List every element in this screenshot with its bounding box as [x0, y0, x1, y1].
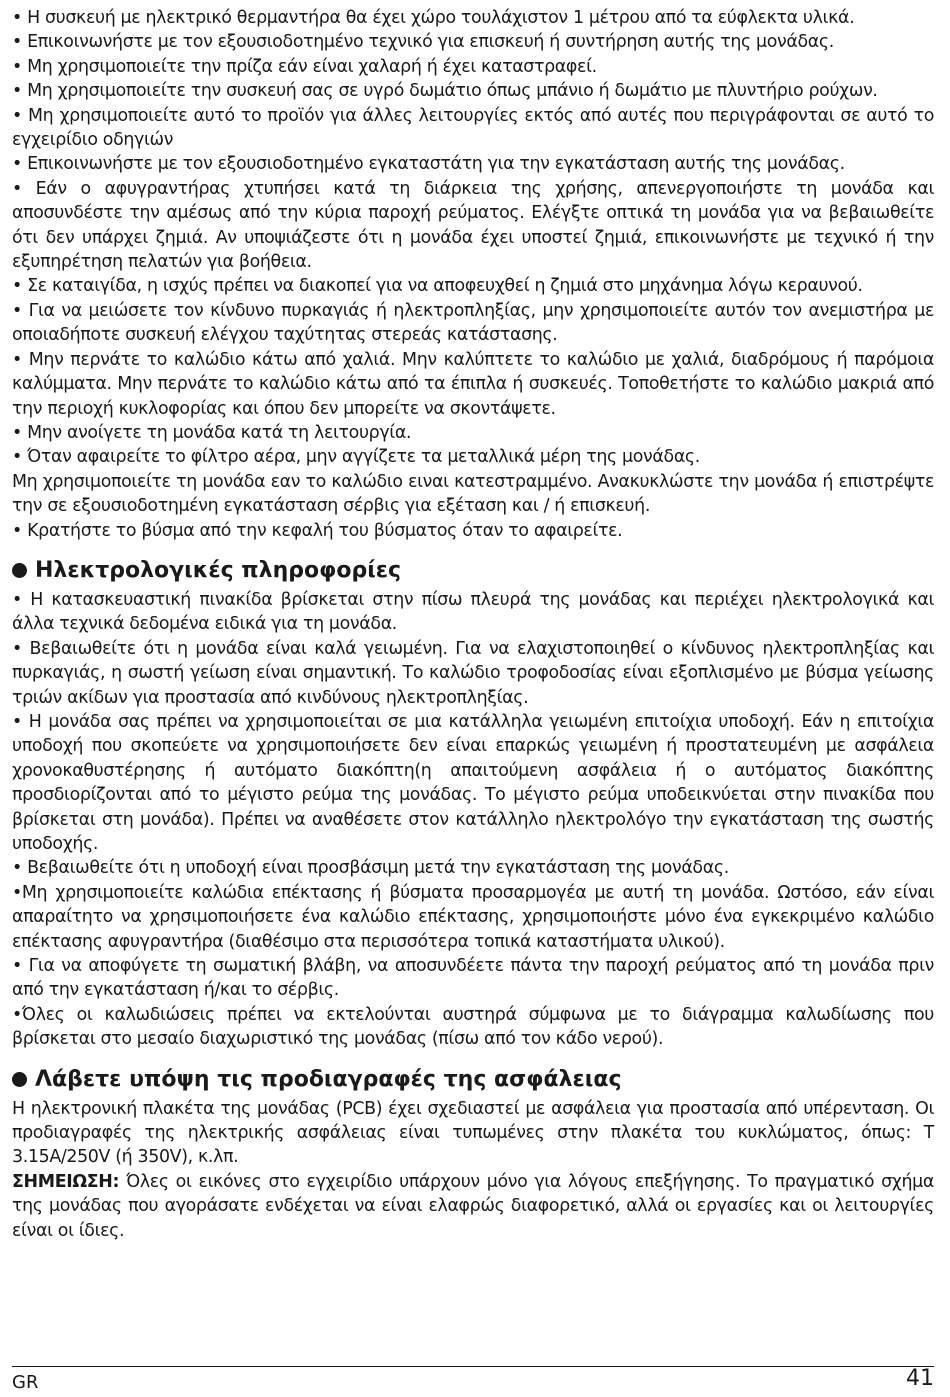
note-text: Όλες οι εικόνες στο εγχειρίδιο υπάρχουν μόνο για λόγους επεξήγησης. Το πραγματικό σχήμα της μονάδας που αγοράσατε ενδέχεται να είναι ελαφρώς διαφορετικό, αλλά οι εργασίες και οι λειτουργίες είναι οι ίδιες. [12, 1171, 934, 1241]
safety-item: • Μην περνάτε το καλώδιο κάτω από χαλιά. Μην καλύπτετε το καλώδιο με χαλιά, διαδρόμους ή παρόμοια καλύμματα. Μην περνάτε το καλώδιο κάτω από τα έπιπλα ή συσκευές. Τοποθετήστε το καλώδιο μακριά από την περιοχή κυκλοφορίας και όπου δεν μπορείτε να σκοντάψετε. [12, 349, 934, 419]
electrical-heading-text: Ηλεκτρολογικές πληροφορίες [35, 557, 402, 583]
safety-item: • Μη χρησιμοποιείτε αυτό το προϊόν για άλλες λειτουργίες εκτός από αυτές που περιγράφονται σε αυτό το εγχειρίδιο οδηγιών [12, 105, 934, 151]
fuse-heading [12, 1066, 934, 1094]
footer-language: GR [12, 1372, 39, 1393]
safety-item: • Μην ανοίγετε τη μονάδα κατά τη λειτουργία. [12, 422, 412, 443]
safety-item: • Σε καταιγίδα, η ισχύς πρέπει να διακοπεί για να αποφευχθεί η ζημιά στο μηχάνημα λόγω κεραυνού. [12, 276, 863, 297]
footer-divider [12, 1366, 934, 1367]
fuse-heading-text: Λάβετε υπόψη τις προδιαγραφές της ασφάλειας [35, 1066, 622, 1092]
page-number: 41 [906, 1366, 934, 1391]
safety-item: Μη χρησιμοποιείτε τη μονάδα εαν το καλώδιο ειναι κατεστραμμένο. Ανακυκλώστε την μονάδα ή επιστρέψτε την σε εξουσιοδοτημένη εγκατάσταση σέρβις για εξέταση και / ή επισκευή. [12, 471, 934, 517]
note-paragraph [12, 1170, 934, 1243]
safety-item: • Όταν αφαιρείτε το φίλτρο αέρα, μην αγγίζετε τα μεταλλικά μέρη της μονάδας. [12, 447, 700, 468]
electrical-item: • Βεβαιωθείτε ότι η υποδοχή είναι προσβάσιμη μετά την εγκατάσταση της μονάδας. [12, 858, 729, 879]
safety-item: • Η συσκευή με ηλεκτρικό θερμαντήρα θα έχει χώρο τουλάχιστον 1 μέτρου από τα εύφλεκτα υλικά. [12, 8, 855, 28]
electrical-item: • Η μονάδα σας πρέπει να χρησιμοποιείται σε μια κατάλληλα γειωμένη επιτοίχια υποδοχή. Εάν η επιτοίχια υποδοχή που σκοπεύετε να χρησιμοποιήσετε δεν είναι επαρκώς γειωμένη ή προστατευμένη με ασφάλεια χρονοκαθυστέρησης ή αυτόματο διακόπτη(η απαιτούμενη ασφάλεια ή ο αυτόματος διακόπτης προσδιορίζονται από το μέγιστο ρεύμα της μονάδας. Το μέγιστο ρεύμα υποδεικνύεται στην πινακίδα που βρίσκεται στη μονάδα). Πρέπει να αναθέσετε στον κατάλληλο ηλεκτρολόγο την εγκατάσταση της σωστής υποδοχής. [12, 711, 934, 854]
safety-item: • Μη χρησιμοποιείτε την συσκευή σας σε υγρό δωμάτιο όπως μπάνιο ή δωμάτιο με πλυντήριο ρούχων. [12, 81, 878, 102]
electrical-item: • Για να αποφύγετε τη σωματική βλάβη, να αποσυνδέετε πάντα την παροχή ρεύματος από τη μονάδα πριν από την εγκατάσταση ή/και το σέρβις. [12, 956, 934, 1001]
electrical-item: •Μη χρησιμοποιείτε καλώδια επέκτασης ή βύσματα προσαρμογέα με αυτή τη μονάδα. Ωστόσο, εάν είναι απαραίτητο να χρησιμοποιήσετε ένα καλώδιο επέκτασης, χρησιμοποιήστε μόνο ένα εγκεκριμένο καλώδιο επέκτασης αφυγραντήρα (διαθέσιμο στα περισσότερα τοπικά καταστήματα υλικού). [12, 882, 934, 952]
safety-item: • Μη χρησιμοποιείτε την πρίζα εάν είναι χαλαρή ή έχει καταστραφεί. [12, 56, 597, 77]
note-label: ΣΗΜΕΙΩΣΗ: [12, 1171, 120, 1192]
fuse-paragraph: Η ηλεκτρονική πλακέτα της μονάδας (PCB) έχει σχεδιαστεί με ασφάλεια για προστασία από υπέρενταση. Οι προδιαγραφές της ηλεκτρικής ασφάλειας είναι τυπωμένες στην πλακέτα του κυκλώματος, όπως: T 3.15A/250V (ή 350V), κ.λπ. [12, 1098, 934, 1168]
electrical-list [12, 588, 934, 1052]
electrical-item: •Όλες οι καλωδιώσεις πρέπει να εκτελούνται αυστηρά σύμφωνα με το διάγραμμα καλωδίωσης που βρίσκεται στο μεσαίο διαχωριστικό της μονάδας (πίσω από τον κάδο νερού). [12, 1004, 934, 1050]
safety-item: • Εάν ο αφυγραντήρας χτυπήσει κατά τη διάρκεια της χρήσης, απενεργοποιήστε τη μονάδα και αποσυνδέστε την αμέσως από την κύρια παροχή ρεύματος. Ελέγξτε οπτικά τη μονάδα για να βεβαιωθείτε ότι δεν υπάρχει ζημιά. Αν υποψιάζεστε ότι η μονάδα έχει υποστεί ζημιά, επικοινωνήστε με τεχνικό ή την εξυπηρέτηση πελατών για βοήθεια. [12, 178, 934, 273]
electrical-heading [12, 557, 934, 585]
bullet-dot-icon [12, 563, 27, 578]
safety-item: • Για να μειώσετε τον κίνδυνο πυρκαγιάς ή ηλεκτροπληξίας, μην χρησιμοποιείτε αυτόν τον ανεμιστήρα με οποιαδήποτε συσκευή ελέγχου ταχύτητας στερεάς κατάστασης. [12, 300, 934, 346]
safety-item: • Κρατήστε το βύσμα από την κεφαλή του βύσματος όταν το αφαιρείτε. [12, 520, 623, 541]
electrical-item: • Η κατασκευαστική πινακίδα βρίσκεται στην πίσω πλευρά της μονάδας και περιέχει ηλεκτρολογικά και άλλα τεχνικά δεδομένα ειδικά για τη μονάδα. [12, 589, 934, 635]
bullet-dot-icon [12, 1072, 27, 1087]
safety-list [12, 6, 934, 543]
safety-item: • Επικοινωνήστε με τον εξουσιοδοτημένο τεχνικό για επισκευή ή συντήρηση αυτής της μονάδας. [12, 32, 834, 53]
electrical-item: • Βεβαιωθείτε ότι η μονάδα είναι καλά γειωμένη. Για να ελαχιστοποιηθεί ο κίνδυνος ηλεκτροπληξίας και πυρκαγιάς, η σωστή γείωση είναι σημαντική. Το καλώδιο τροφοδοσίας είναι εξοπλισμένο με βύσμα γείωσης τριών ακίδων για προστασία από κινδύνους ηλεκτροπληξίας. [12, 638, 934, 708]
manual-page [12, 6, 934, 1243]
safety-item: • Επικοινωνήστε με τον εξουσιοδοτημένο εγκαταστάτη για την εγκατάσταση αυτής της μονάδας. [12, 154, 845, 175]
